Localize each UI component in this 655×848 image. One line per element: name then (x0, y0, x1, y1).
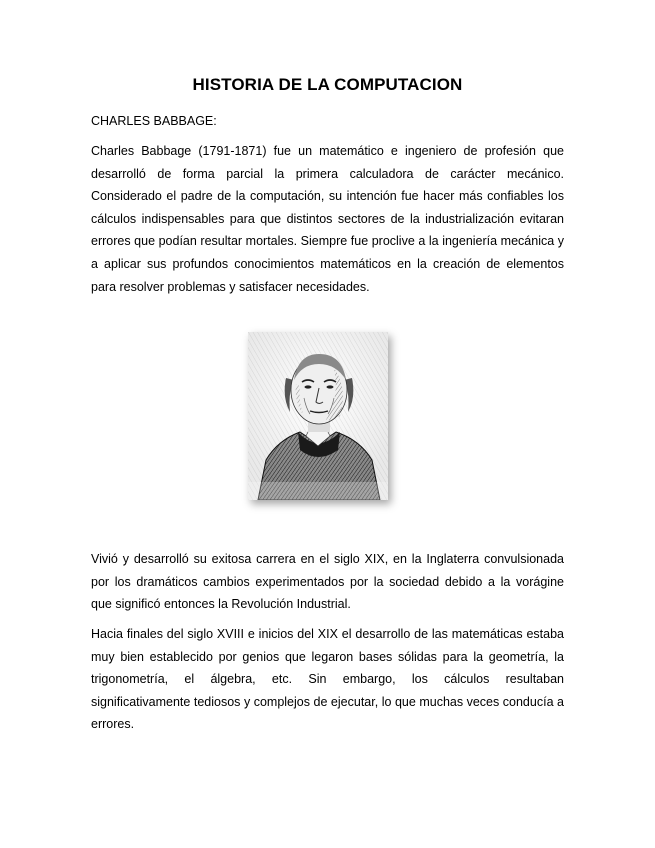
portrait-engraving (248, 332, 388, 500)
paragraph-mathematics: Hacia finales del siglo XVIII e inicios del XIX el desarrollo de las matemáticas estaba muy bien establecido por genios que legaron bases sólidas para la geometría, la trigonometría, el álgebra, etc. Sin embargo, los cálculos resultaban significativamente tediosos y complejos de ejecutar, lo que muchas veces conducía a errores. (91, 627, 564, 732)
section-heading: CHARLES BABBAGE: (91, 114, 217, 128)
paragraph-intro: Charles Babbage (1791-1871) fue un matemático e ingeniero de profesión que desarrolló de forma parcial la primera calculadora de carácter mecánico. Considerado el padre de la computación, su intención fue hacer más confiables los cálculos indispensables para que distintos sectores de la industrialización evitaran errores que podían resultar mortales. Siempre fue proclive a la ingeniería mecánica y a aplicar sus profundos conocimientos matemáticos en la creación de elementos para resolver problemas y satisfacer necesidades. (91, 144, 564, 294)
paragraph-context: Vivió y desarrolló su exitosa carrera en el siglo XIX, en la Inglaterra convulsionada por los dramáticos cambios experimentados por la sociedad debido a la vorágine que significó entonces la Revolución Industrial. (91, 552, 564, 612)
page-title: HISTORIA DE LA COMPUTACION (192, 75, 463, 94)
portrait-image (248, 332, 388, 500)
